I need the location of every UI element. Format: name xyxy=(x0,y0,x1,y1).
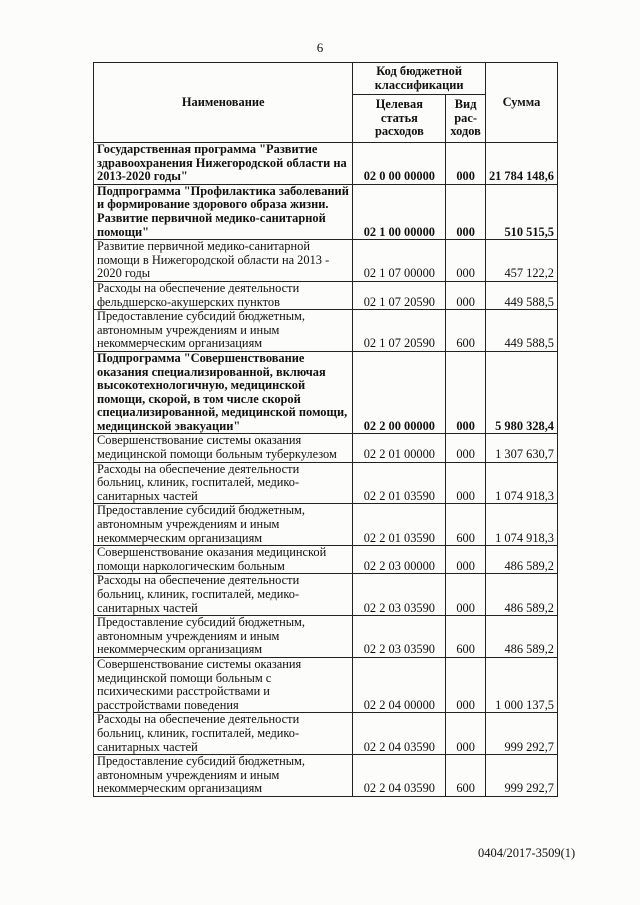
row-target-code: 02 1 07 20590 xyxy=(353,281,446,309)
row-target-code: 02 2 00 00000 xyxy=(353,351,446,434)
header-name: Наименование xyxy=(94,63,353,143)
row-target-code: 02 0 00 00000 xyxy=(353,143,446,185)
row-sum: 1 000 137,5 xyxy=(485,657,557,712)
row-expense-type: 000 xyxy=(446,713,486,755)
row-target-code: 02 2 03 03590 xyxy=(353,574,446,616)
row-name: Предоставление субсидий бюджетным, автономным учреждениям и иным некоммерческим организациям xyxy=(94,755,353,797)
row-name: Расходы на обеспечение деятельности больниц, клиник, госпиталей, медико-санитарных частей xyxy=(94,574,353,616)
row-expense-type: 600 xyxy=(446,310,486,352)
row-expense-type: 000 xyxy=(446,281,486,309)
row-sum: 1 074 918,3 xyxy=(485,462,557,504)
row-sum: 5 980 328,4 xyxy=(485,351,557,434)
table-row xyxy=(94,351,558,434)
row-name: Совершенствование оказания медицинской помощи наркологическим больным xyxy=(94,546,353,574)
row-name: Расходы на обеспечение деятельности больниц, клиник, госпиталей, медико-санитарных частей xyxy=(94,713,353,755)
row-sum: 449 588,5 xyxy=(485,281,557,309)
row-target-code: 02 2 04 00000 xyxy=(353,657,446,712)
row-sum: 510 515,5 xyxy=(485,184,557,239)
row-name: Расходы на обеспечение деятельности фельдшерско-акушерских пунктов xyxy=(94,281,353,309)
row-sum: 999 292,7 xyxy=(485,755,557,797)
row-name: Предоставление субсидий бюджетным, автономным учреждениям и иным некоммерческим организациям xyxy=(94,504,353,546)
table-body xyxy=(94,143,558,797)
row-expense-type: 000 xyxy=(446,143,486,185)
row-name: Совершенствование системы оказания медицинской помощи больным с психическими расстройствами и расстройствами поведения xyxy=(94,657,353,712)
row-sum: 449 588,5 xyxy=(485,310,557,352)
header-expense-type: Вид рас-ходов xyxy=(446,95,486,143)
table-row xyxy=(94,713,558,755)
table-row xyxy=(94,616,558,658)
row-expense-type: 000 xyxy=(446,657,486,712)
row-expense-type: 000 xyxy=(446,351,486,434)
row-target-code: 02 1 00 00000 xyxy=(353,184,446,239)
table-row xyxy=(94,434,558,462)
table-row xyxy=(94,657,558,712)
table-row xyxy=(94,184,558,239)
table-row xyxy=(94,281,558,309)
page-number: 6 xyxy=(316,40,324,55)
row-target-code: 02 2 01 03590 xyxy=(353,462,446,504)
row-expense-type: 000 xyxy=(446,574,486,616)
row-target-code: 02 2 01 03590 xyxy=(353,504,446,546)
row-name: Подпрограмма "Профилактика заболеваний и формирование здорового образа жизни. Развитие первичной медико-санитарной помощи" xyxy=(94,184,353,239)
row-expense-type: 000 xyxy=(446,184,486,239)
row-name: Предоставление субсидий бюджетным, автономным учреждениям и иным некоммерческим организациям xyxy=(94,616,353,658)
document-code: 0404/2017-3509(1) xyxy=(478,846,576,860)
table-row xyxy=(94,755,558,797)
header-budget-code-group: Код бюджетной классификации xyxy=(353,63,486,95)
row-expense-type: 600 xyxy=(446,755,486,797)
row-name: Расходы на обеспечение деятельности больниц, клиник, госпиталей, медико-санитарных частей xyxy=(94,462,353,504)
header-sum: Сумма xyxy=(485,63,557,143)
table-row xyxy=(94,574,558,616)
table-row xyxy=(94,310,558,352)
row-sum: 486 589,2 xyxy=(485,616,557,658)
row-name: Предоставление субсидий бюджетным, автономным учреждениям и иным некоммерческим организациям xyxy=(94,310,353,352)
row-target-code: 02 1 07 00000 xyxy=(353,240,446,282)
row-sum: 1 307 630,7 xyxy=(485,434,557,462)
table-row xyxy=(94,462,558,504)
row-target-code: 02 2 01 00000 xyxy=(353,434,446,462)
row-target-code: 02 2 03 03590 xyxy=(353,616,446,658)
row-target-code: 02 2 04 03590 xyxy=(353,713,446,755)
header-target-article: Целевая статья расходов xyxy=(353,95,446,143)
row-expense-type: 600 xyxy=(446,504,486,546)
budget-table xyxy=(93,62,558,797)
row-sum: 457 122,2 xyxy=(485,240,557,282)
row-target-code: 02 2 03 00000 xyxy=(353,546,446,574)
row-target-code: 02 1 07 20590 xyxy=(353,310,446,352)
row-sum: 486 589,2 xyxy=(485,574,557,616)
row-sum: 1 074 918,3 xyxy=(485,504,557,546)
table-row xyxy=(94,143,558,185)
row-name: Государственная программа "Развитие здравоохранения Нижегородской области на 2013-2020 годы" xyxy=(94,143,353,185)
row-expense-type: 000 xyxy=(446,434,486,462)
table-row xyxy=(94,240,558,282)
row-sum: 999 292,7 xyxy=(485,713,557,755)
row-expense-type: 000 xyxy=(446,546,486,574)
table-row xyxy=(94,546,558,574)
row-expense-type: 000 xyxy=(446,462,486,504)
row-target-code: 02 2 04 03590 xyxy=(353,755,446,797)
row-name: Совершенствование системы оказания медицинской помощи больным туберкулезом xyxy=(94,434,353,462)
table-row xyxy=(94,504,558,546)
row-sum: 486 589,2 xyxy=(485,546,557,574)
row-sum: 21 784 148,6 xyxy=(485,143,557,185)
row-expense-type: 600 xyxy=(446,616,486,658)
row-name: Развитие первичной медико-санитарной помощи в Нижегородской области на 2013 - 2020 годы xyxy=(94,240,353,282)
row-expense-type: 000 xyxy=(446,240,486,282)
row-name: Подпрограмма "Совершенствование оказания специализированной, включая высокотехнологичную, медицинской помощи, скорой, в том числе скорой специализированной, медицинской помощи, медицинской эвакуации" xyxy=(94,351,353,434)
